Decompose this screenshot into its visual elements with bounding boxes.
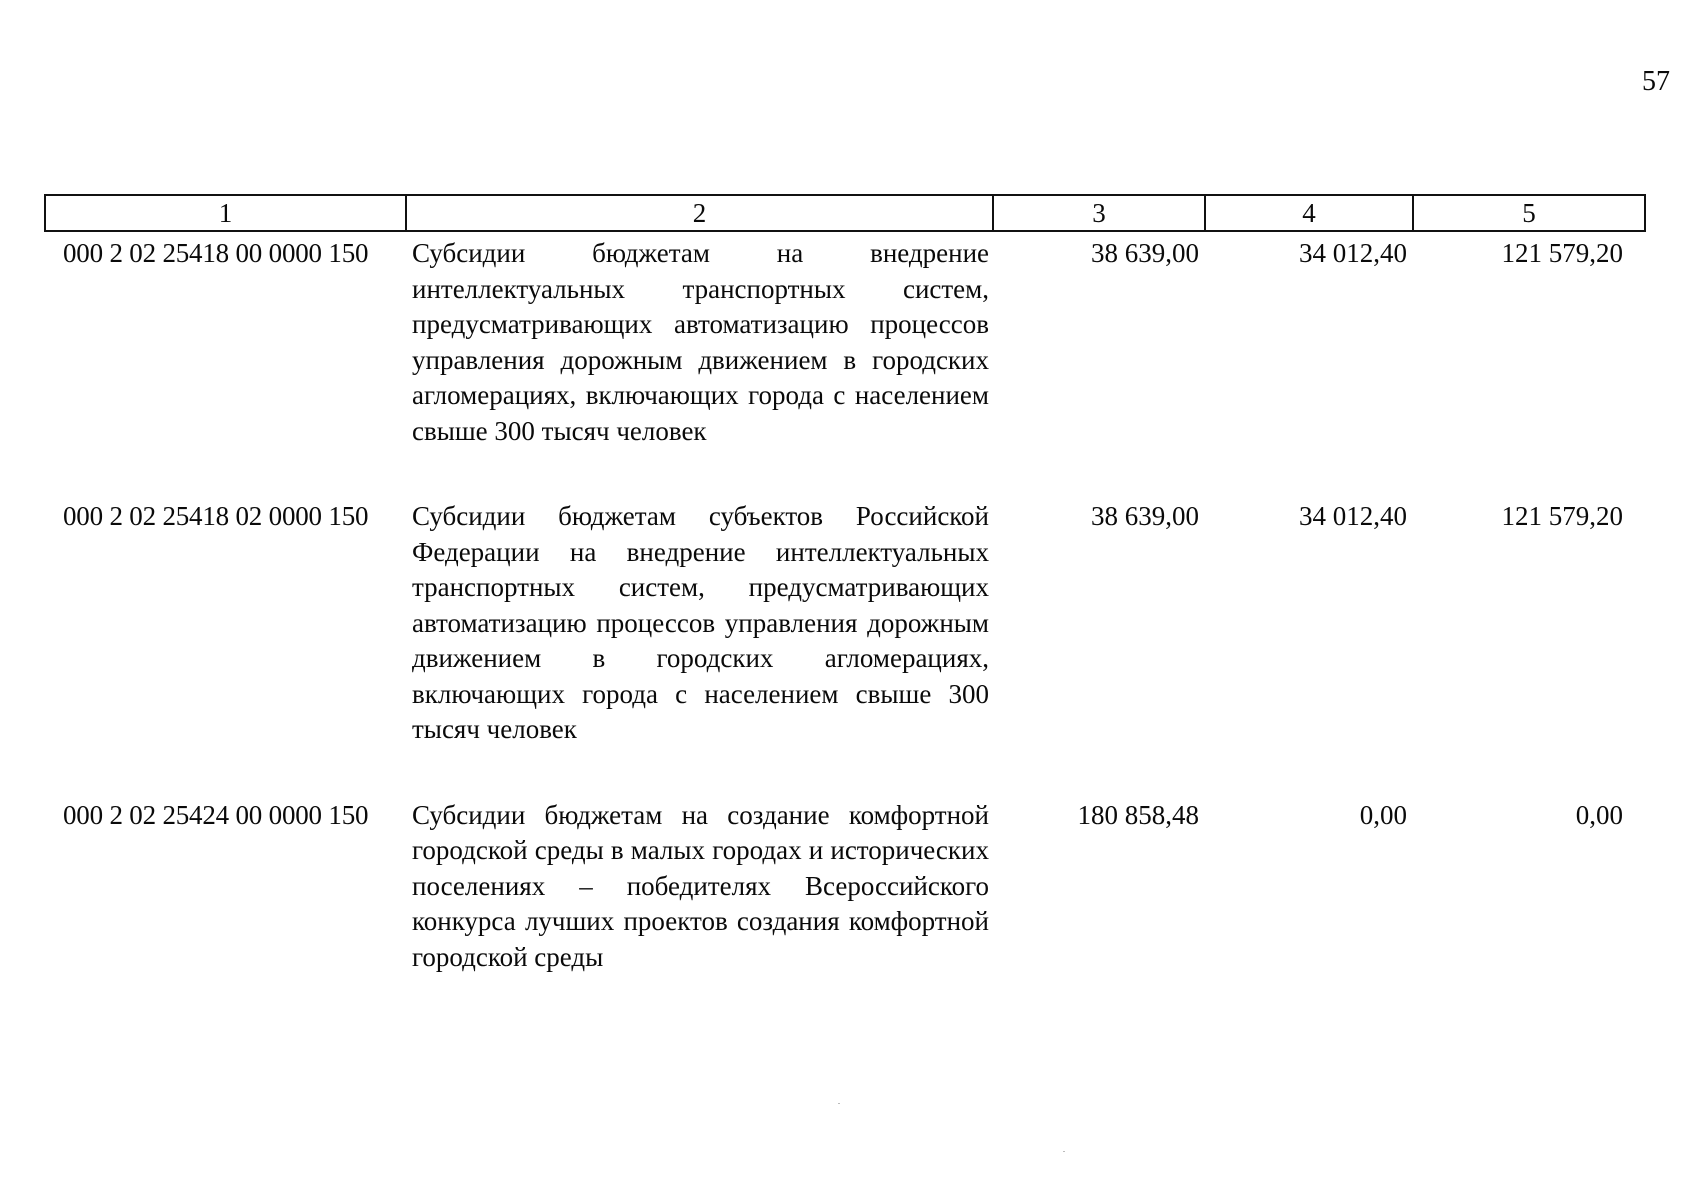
scan-speck	[838, 1103, 840, 1104]
header-row	[45, 195, 1645, 231]
budget-code: 000 2 02 25424 00 0000 150	[63, 799, 369, 830]
description: Субсидии бюджетам на создание комфортной городской среды в малых городах и исторических поселениях – победителях Всероссийского конкурса лучших проектов создания комфортной городской среды	[412, 799, 989, 972]
description: Субсидии бюджетам субъектов Российской Федерации на внедрение интеллектуальных транспортных систем, предусматривающих автоматизацию процессов управления дорожным движением в городских агломерациях, включающих города с населением свыше 300 тысяч человек	[412, 501, 989, 744]
header-col-2: 2	[406, 195, 993, 231]
amount-col-3: 180 858,48	[1077, 799, 1199, 830]
budget-code: 000 2 02 25418 02 0000 150	[63, 501, 369, 531]
header-col-4: 4	[1205, 195, 1413, 231]
scan-speck	[1063, 1151, 1065, 1152]
amount-col-3: 38 639,00	[1091, 501, 1199, 531]
table-row	[45, 231, 1645, 495]
budget-code: 000 2 02 25418 00 0000 150	[63, 238, 369, 268]
amount-col-4: 0,00	[1359, 799, 1407, 830]
header-col-5: 5	[1413, 195, 1645, 231]
amount-col-4: 34 012,40	[1299, 238, 1407, 268]
table-row	[45, 794, 1645, 976]
amount-col-5: 0,00	[1575, 799, 1623, 830]
amount-col-3: 38 639,00	[1091, 238, 1199, 268]
amount-col-4: 34 012,40	[1299, 501, 1407, 531]
amount-col-5: 121 579,20	[1501, 501, 1623, 531]
budget-table	[44, 194, 1646, 975]
amount-col-5: 121 579,20	[1501, 238, 1623, 268]
table-header	[45, 195, 1645, 231]
table-body	[45, 231, 1645, 975]
page-number: 57	[1642, 66, 1670, 97]
header-col-3: 3	[993, 195, 1205, 231]
description: Субсидии бюджетам на внедрение интеллектуальных транспортных систем, предусматривающих автоматизацию процессов управления дорожным движением в городских агломерациях, включающих города с населением свыше 300 тысяч человек	[412, 238, 989, 446]
table-row	[45, 495, 1645, 794]
header-col-1: 1	[45, 195, 406, 231]
